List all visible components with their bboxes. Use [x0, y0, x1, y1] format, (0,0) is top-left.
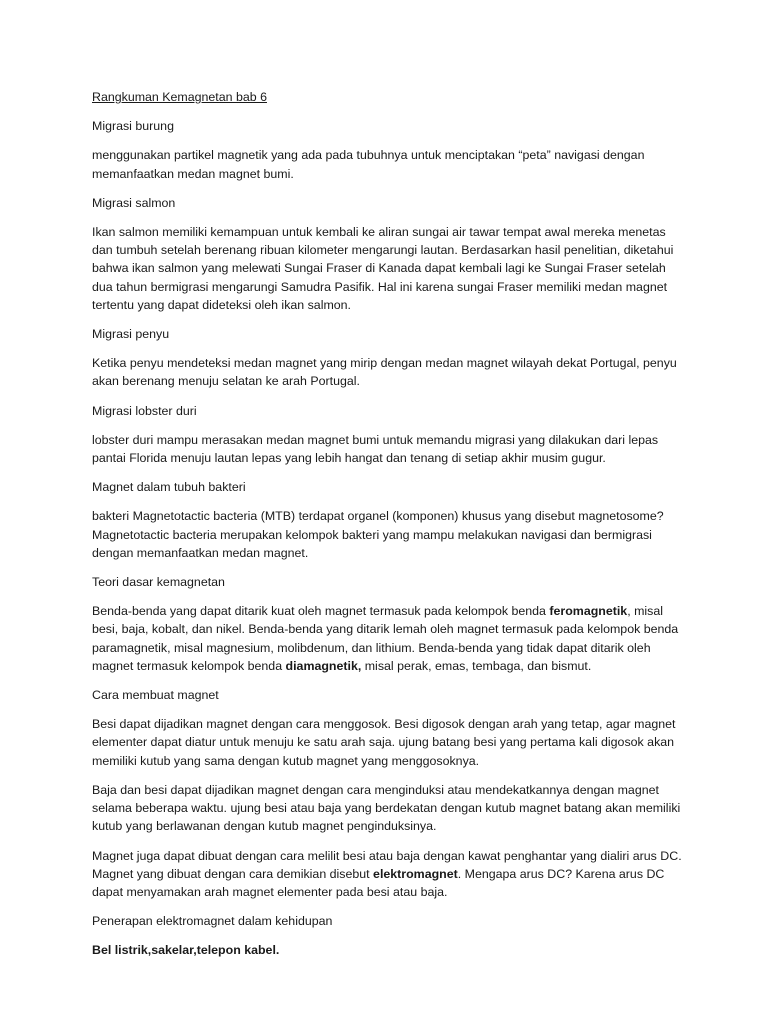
heading-magnet-bakteri: Magnet dalam tubuh bakteri	[92, 480, 246, 495]
heading-migrasi-penyu: Migrasi penyu	[92, 327, 170, 342]
term-diamagnetik: diamagnetik,	[285, 658, 362, 673]
paragraph-migrasi-burung: menggunakan partikel magnetik yang ada pada tubuhnya untuk menciptakan “peta” navigasi dengan memanfaatkan medan magnet bumi.	[92, 148, 645, 181]
heading-penerapan: Penerapan elektromagnet dalam kehidupan	[92, 914, 333, 929]
teori-text-a: Benda-benda yang dapat ditarik kuat oleh magnet termasuk pada kelompok benda	[92, 604, 550, 619]
document-page	[92, 88, 682, 971]
paragraph-migrasi-salmon: Ikan salmon memiliki kemampuan untuk kembali ke aliran sungai air tawar tempat awal mereka menetas dan tumbuh setelah berenang ribuan kilometer mengarungi lautan. Berdasarkan hasil penelitian, diketahui bahwa ikan salmon yang melewati Sungai Fraser di Kanada dapat kembali lagi ke Sungai Fraser setelah dua tahun bermigrasi mengarungi Samudra Pasifik. Hal ini karena sungai Fraser memiliki medan magnet tertentu yang dapat dideteksi oleh ikan salmon.	[92, 225, 674, 312]
document-title: Rangkuman Kemagnetan bab 6	[92, 90, 267, 104]
teori-text-c: , misal besi, baja, kobalt, dan nikel. Benda-benda yang ditarik lemah oleh magnet termasuk pada kelompok benda	[92, 604, 679, 637]
paragraph-magnet-bakteri: bakteri Magnetotactic bacteria (MTB) terdapat organel (komponen) khusus yang disebut magnetosome? Magnetotactic bacteria merupakan kelompok bakteri yang mampu melakukan navigasi dan bermigrasi dengan memanfaatkan medan magnet.	[92, 509, 664, 560]
heading-cara-membuat-magnet: Cara membuat magnet	[92, 688, 219, 703]
paragraph-cara-menggosok: Besi dapat dijadikan magnet dengan cara menggosok. Besi digosok dengan arah yang tetap, agar magnet elementer dapat diatur untuk menuju ke satu arah saja. ujung batang besi yang pertama kali digosok akan memiliki kutub yang sama dengan kutub magnet yang menggosoknya.	[92, 717, 676, 768]
term-elektromagnet: elektromagnet	[373, 866, 458, 881]
paragraph-migrasi-lobster: lobster duri mampu merasakan medan magnet bumi untuk memandu migrasi yang dilakukan dari lepas pantai Florida menuju lautan lepas yang lebih hangat dan tenang di setiap akhir musim gugur.	[92, 432, 659, 466]
teori-text-e: , misal magnesium, molibdenum, dan lithium. Benda-benda yang tidak dapat ditarik oleh magnet termasuk kelompok benda	[92, 640, 651, 673]
heading-migrasi-salmon: Migrasi salmon	[92, 195, 176, 210]
term-paramagnetik: paramagnetik	[92, 640, 168, 655]
paragraph-penerapan: Bel listrik,sakelar,telepon kabel.	[92, 943, 280, 958]
teori-text-g: misal perak, emas, tembaga, dan bismut.	[361, 658, 592, 673]
term-feromagnetik: feromagnetik	[549, 604, 628, 619]
heading-teori-dasar: Teori dasar kemagnetan	[92, 575, 225, 590]
paragraph-teori-dasar	[92, 602, 682, 675]
heading-migrasi-burung: Migrasi burung	[92, 119, 174, 134]
elektro-text-a: Magnet juga dapat dibuat dengan cara melilit besi atau baja dengan kawat penghantar yang dialiri arus DC. Magnet yang dibuat dengan cara demikian disebut	[92, 848, 682, 881]
elektro-text-c: . Mengapa arus DC? Karena arus DC dapat menyamakan arah magnet elementer pada besi atau baja.	[92, 866, 665, 899]
paragraph-cara-induksi: Baja dan besi dapat dijadikan magnet dengan cara menginduksi atau mendekatkannya dengan magnet selama beberapa waktu. ujung besi atau baja yang berdekatan dengan kutub magnet batang akan memiliki kutub yang berlawanan dengan kutub magnet penginduksinya.	[92, 782, 681, 834]
heading-migrasi-lobster: Migrasi lobster duri	[92, 403, 197, 418]
paragraph-migrasi-penyu: Ketika penyu mendeteksi medan magnet yang mirip dengan medan magnet wilayah dekat Portugal, penyu akan berenang menuju selatan ke arah Portugal.	[92, 356, 677, 389]
paragraph-cara-elektromagnet	[92, 847, 682, 902]
